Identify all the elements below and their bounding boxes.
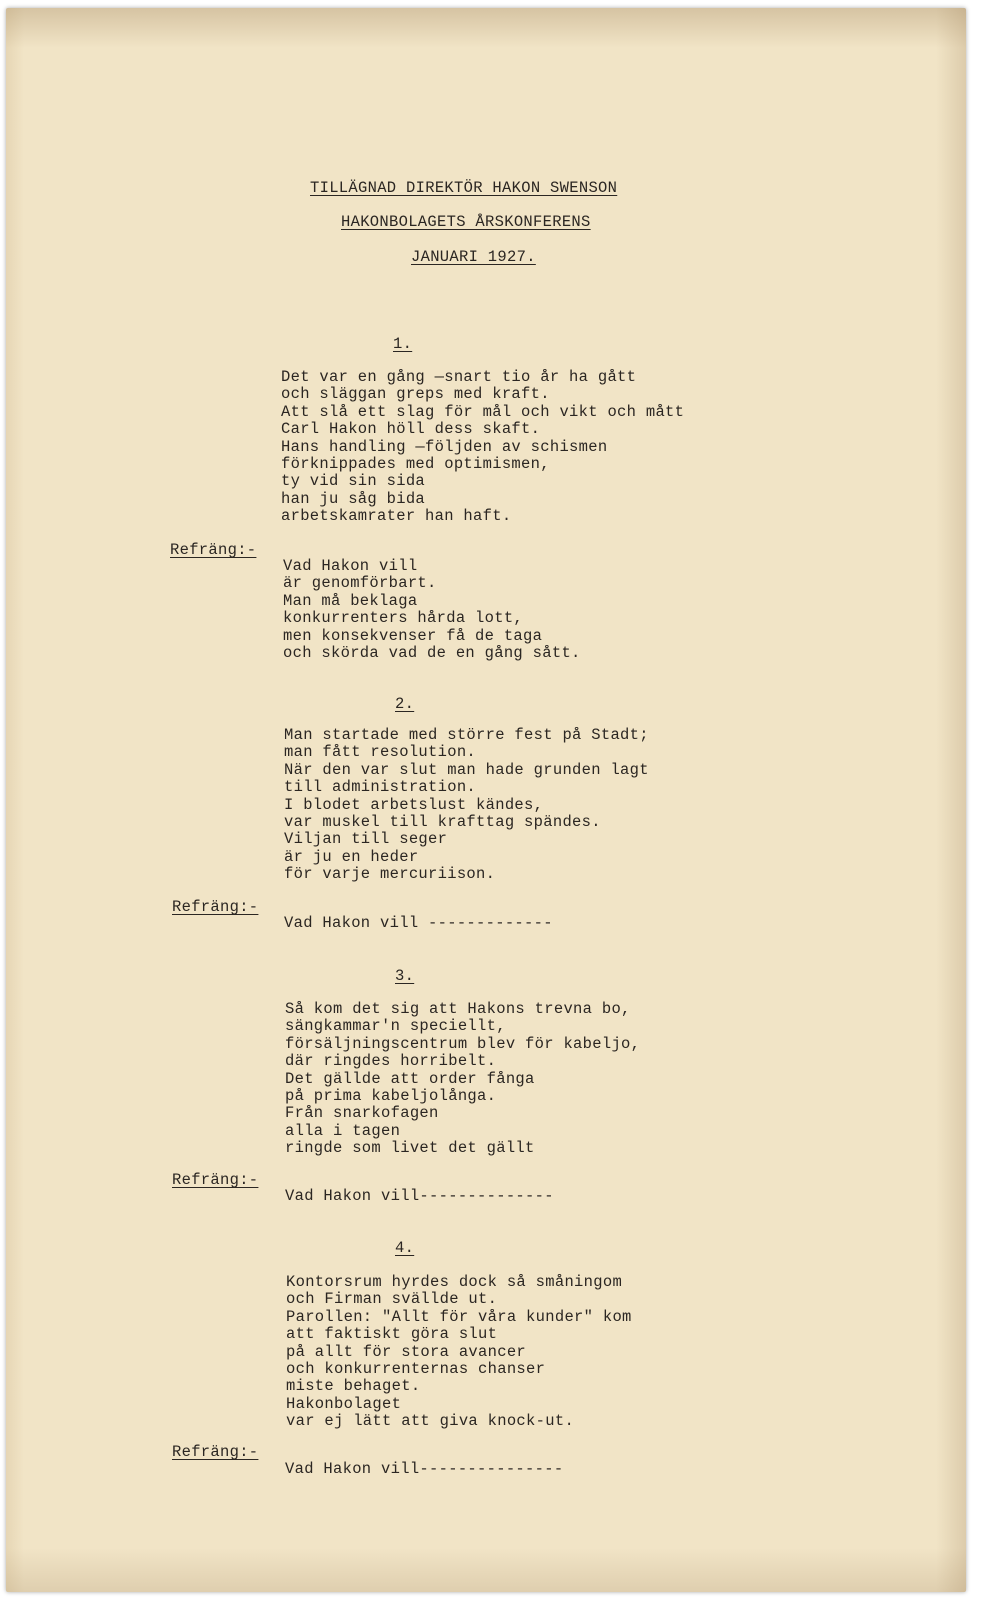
verse-line: han ju såg bida (281, 489, 426, 508)
title-conference: HAKONBOLAGETS ÅRSKONFERENS (341, 213, 591, 231)
stanza-number: 4. (395, 1239, 415, 1257)
refrain-line: Vad Hakon vill (283, 557, 418, 575)
stanza-1 (281, 369, 684, 526)
stanza-number: 2. (395, 695, 415, 713)
verse-line: var muskel till krafttag spändes. (284, 813, 601, 832)
verse-line: på allt för stora avancer (286, 1342, 527, 1361)
verse-line: Kontorsrum hyrdes dock så småningom (286, 1273, 623, 1291)
refrain-short: Vad Hakon vill-------------- (285, 1187, 554, 1205)
title-dedication: TILLÄGNAD DIREKTÖR HAKON SWENSON (310, 179, 618, 197)
verse-line: Från snarkofagen (285, 1104, 439, 1123)
verse-line: och Firman svällde ut. (286, 1290, 498, 1309)
title-date: JANUARI 1927. (411, 248, 536, 266)
refrain-line: konkurrenters hårda lott, (283, 609, 524, 628)
stanza-4 (286, 1274, 632, 1431)
verse-line: När den var slut man hade grunden lagt (284, 760, 649, 779)
verse-line: Hans handling —följden av schismen (281, 437, 608, 456)
verse-line: till administration. (284, 778, 477, 797)
stanza-number: 1. (393, 335, 413, 353)
verse-line: miste behaget. (286, 1377, 421, 1396)
verse-line: där ringdes horribelt. (285, 1052, 497, 1071)
verse-line: alla i tagen (285, 1121, 401, 1140)
stanza-2 (284, 727, 649, 884)
document-page (6, 8, 966, 1592)
verse-line: att faktiskt göra slut (286, 1325, 498, 1344)
refrain-label: Refräng:- (172, 1443, 259, 1461)
verse-line: försäljningscentrum blev för kabeljo, (285, 1034, 641, 1053)
refrain-label: Refräng:- (172, 1171, 259, 1189)
verse-line: Det var en gång —snart tio år ha gått (281, 368, 637, 386)
verse-line: var ej lätt att giva knock-ut. (286, 1412, 575, 1431)
verse-line: Hakonbolaget (286, 1394, 402, 1413)
verse-line: Carl Hakon höll dess skaft. (281, 420, 541, 439)
refrain-line: och skörda vad de en gång sått. (283, 644, 581, 663)
refrain-label: Refräng:- (170, 541, 257, 559)
verse-line: förknippades med optimismen, (281, 455, 550, 474)
verse-line: Parollen: "Allt för våra kunder" kom (286, 1307, 632, 1326)
refrain-line: Man må beklaga (283, 591, 418, 610)
verse-line: är ju en heder (284, 847, 419, 866)
verse-line: och konkurrenternas chanser (286, 1360, 546, 1379)
verse-line: Man startade med större fest på Stadt; (284, 726, 649, 744)
refrain-label: Refräng:- (172, 898, 259, 916)
verse-line: arbetskamrater han haft. (281, 507, 512, 526)
refrain-full (283, 558, 581, 662)
verse-line: Det gällde att order fånga (285, 1069, 535, 1088)
refrain-short: Vad Hakon vill--------------- (285, 1460, 564, 1478)
verse-line: man fått resolution. (284, 743, 477, 762)
verse-line: Så kom det sig att Hakons trevna bo, (285, 1000, 631, 1018)
stanza-number: 3. (395, 967, 415, 985)
verse-line: för varje mercuriison. (284, 865, 496, 884)
refrain-short: Vad Hakon vill ------------- (284, 914, 553, 932)
verse-line: och släggan greps med kraft. (281, 385, 550, 404)
verse-line: på prima kabeljolånga. (285, 1087, 497, 1106)
refrain-line: är genomförbart. (283, 574, 437, 593)
verse-line: sängkammar'n speciellt, (285, 1017, 506, 1036)
verse-line: Viljan till seger (284, 830, 448, 849)
verse-line: I blodet arbetslust kändes, (284, 795, 544, 814)
stanza-3 (285, 1001, 640, 1158)
verse-line: Att slå ett slag för mål och vikt och mått (281, 402, 685, 421)
refrain-line: men konsekvenser få de taga (283, 626, 543, 645)
verse-line: ty vid sin sida (281, 472, 426, 491)
verse-line: ringde som livet det gällt (285, 1139, 535, 1158)
